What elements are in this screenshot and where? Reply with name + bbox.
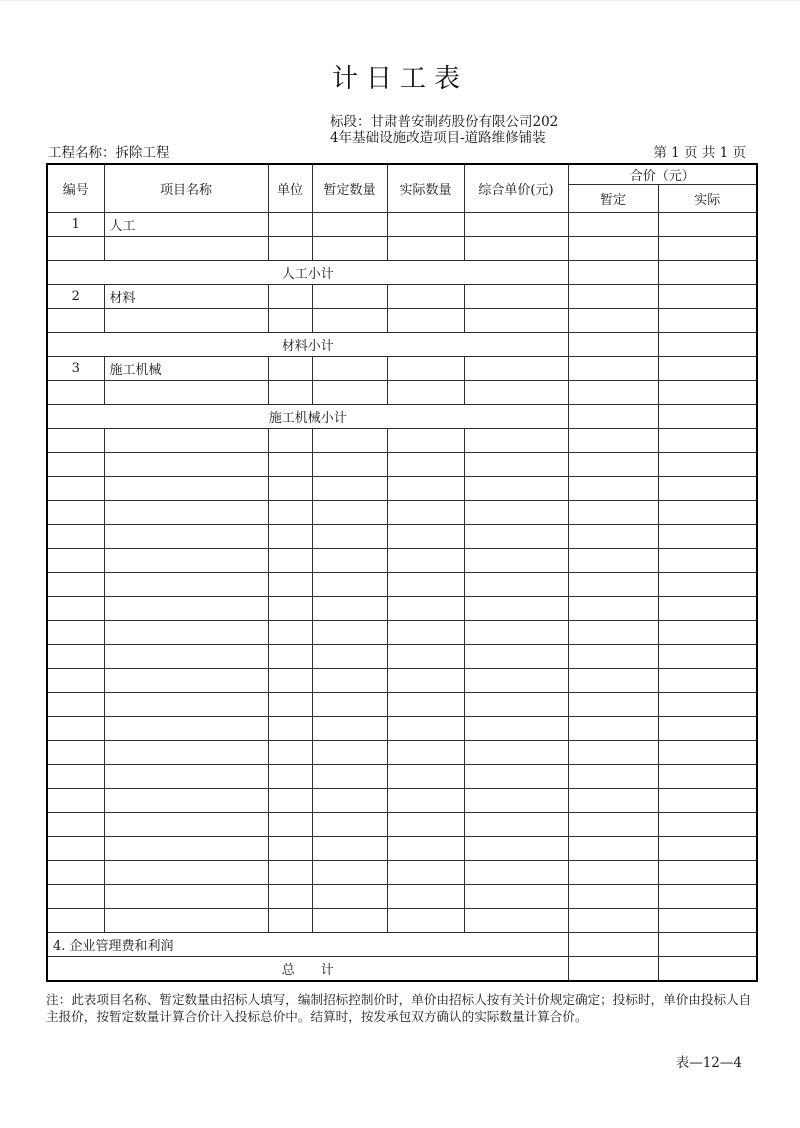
empty-cell (104, 621, 268, 645)
blank-row (47, 669, 757, 693)
empty-cell (464, 621, 568, 645)
item-number-cell: 2 (47, 285, 104, 309)
empty-cell (568, 429, 658, 453)
empty-cell (47, 501, 104, 525)
empty-cell (104, 549, 268, 573)
empty-cell (464, 357, 568, 381)
empty-cell (658, 933, 757, 957)
empty-cell (387, 549, 464, 573)
empty-cell (387, 573, 464, 597)
empty-cell (104, 813, 268, 837)
empty-cell (658, 429, 757, 453)
empty-cell (568, 261, 658, 285)
empty-cell (47, 669, 104, 693)
empty-cell (268, 453, 312, 477)
empty-cell (464, 645, 568, 669)
empty-cell (47, 597, 104, 621)
empty-cell (312, 861, 387, 885)
empty-cell (47, 909, 104, 933)
empty-cell (568, 597, 658, 621)
blank-row (47, 573, 757, 597)
empty-cell (568, 789, 658, 813)
empty-cell (387, 693, 464, 717)
empty-cell (268, 789, 312, 813)
section-machinery (47, 357, 757, 429)
empty-cell (568, 357, 658, 381)
empty-cell (658, 885, 757, 909)
empty-cell (658, 333, 757, 357)
empty-cell (464, 765, 568, 789)
empty-cell (104, 717, 268, 741)
empty-cell (658, 309, 757, 333)
empty-cell (312, 237, 387, 261)
empty-cell (568, 885, 658, 909)
empty-cell (568, 957, 658, 982)
empty-cell (387, 741, 464, 765)
empty-cell (658, 285, 757, 309)
empty-cell (658, 909, 757, 933)
empty-cell (658, 549, 757, 573)
empty-cell (104, 789, 268, 813)
blank-row (47, 645, 757, 669)
empty-cell (387, 621, 464, 645)
empty-cell (312, 429, 387, 453)
empty-cell (387, 357, 464, 381)
empty-cell (268, 501, 312, 525)
bid-section-line2: 4年基础设施改造项目-道路维修铺装 (330, 129, 546, 146)
empty-cell (312, 501, 387, 525)
empty-cell (568, 933, 658, 957)
item-name-cell: 人工 (104, 213, 268, 237)
empty-cell (268, 741, 312, 765)
empty-cell (268, 765, 312, 789)
item-number-cell: 1 (47, 213, 104, 237)
subtotal-label-cell: 人工小计 (47, 261, 568, 285)
empty-cell (658, 717, 757, 741)
empty-cell (568, 717, 658, 741)
empty-cell (568, 309, 658, 333)
subtotal-label-cell: 施工机械小计 (47, 405, 568, 429)
empty-cell (658, 645, 757, 669)
empty-cell (658, 573, 757, 597)
blank-row (47, 453, 757, 477)
empty-cell (568, 813, 658, 837)
empty-cell (387, 213, 464, 237)
empty-cell (47, 645, 104, 669)
empty-cell (312, 741, 387, 765)
blank-row (47, 765, 757, 789)
empty-cell (104, 837, 268, 861)
empty-cell (658, 669, 757, 693)
empty-cell (387, 477, 464, 501)
empty-cell (268, 549, 312, 573)
empty-cell (387, 861, 464, 885)
item-number-cell: 3 (47, 357, 104, 381)
empty-cell (568, 621, 658, 645)
section-material (47, 285, 757, 357)
empty-cell (568, 573, 658, 597)
empty-cell (387, 381, 464, 405)
empty-cell (658, 357, 757, 381)
empty-cell (312, 525, 387, 549)
blank-row (47, 837, 757, 861)
empty-cell (387, 885, 464, 909)
blank-row (47, 789, 757, 813)
col-header-total-tentative: 暂定 (568, 185, 658, 213)
blank-rows-region (47, 429, 757, 933)
blank-row (47, 381, 757, 405)
grand-total-label-cell: 总 计 (47, 957, 568, 982)
empty-cell (387, 789, 464, 813)
empty-cell (568, 549, 658, 573)
empty-cell (464, 525, 568, 549)
empty-cell (312, 837, 387, 861)
empty-cell (658, 501, 757, 525)
blank-row (47, 237, 757, 261)
empty-cell (47, 693, 104, 717)
empty-cell (47, 885, 104, 909)
form-code: 表—12—4 (675, 1055, 742, 1071)
empty-cell (387, 309, 464, 333)
empty-cell (47, 381, 104, 405)
empty-cell (387, 237, 464, 261)
empty-cell (387, 285, 464, 309)
empty-cell (387, 429, 464, 453)
empty-cell (47, 525, 104, 549)
table-header (47, 164, 757, 213)
empty-cell (312, 453, 387, 477)
col-header-total-actual: 实际 (658, 185, 757, 213)
empty-cell (387, 765, 464, 789)
empty-cell (104, 693, 268, 717)
blank-row (47, 525, 757, 549)
subtotal-label-cell: 材料小计 (47, 333, 568, 357)
empty-cell (464, 381, 568, 405)
empty-cell (47, 717, 104, 741)
empty-cell (104, 501, 268, 525)
empty-cell (658, 837, 757, 861)
col-header-unit-price: 综合单价(元) (464, 164, 568, 213)
empty-cell (658, 861, 757, 885)
empty-cell (312, 621, 387, 645)
empty-cell (268, 525, 312, 549)
daywork-table (46, 163, 758, 982)
empty-cell (312, 885, 387, 909)
empty-cell (104, 477, 268, 501)
empty-cell (104, 381, 268, 405)
empty-cell (104, 885, 268, 909)
empty-cell (568, 381, 658, 405)
col-header-actual-qty: 实际数量 (387, 164, 464, 213)
empty-cell (464, 549, 568, 573)
empty-cell (464, 813, 568, 837)
empty-cell (387, 909, 464, 933)
empty-cell (47, 429, 104, 453)
col-header-unit: 单位 (268, 164, 312, 213)
management-fee-label-cell: 4. 企业管理费和利润 (47, 933, 568, 957)
grand-total-row (47, 957, 757, 982)
blank-row (47, 717, 757, 741)
empty-cell (312, 549, 387, 573)
empty-cell (268, 477, 312, 501)
item-row (47, 213, 757, 237)
empty-cell (312, 285, 387, 309)
empty-cell (104, 765, 268, 789)
empty-cell (568, 525, 658, 549)
col-header-name: 项目名称 (104, 164, 268, 213)
empty-cell (658, 477, 757, 501)
empty-cell (387, 525, 464, 549)
empty-cell (658, 741, 757, 765)
empty-cell (47, 861, 104, 885)
subtotal-row (47, 261, 757, 285)
empty-cell (658, 453, 757, 477)
empty-cell (312, 381, 387, 405)
page-title: 计日工表 (331, 64, 468, 94)
empty-cell (658, 237, 757, 261)
empty-cell (268, 861, 312, 885)
empty-cell (268, 573, 312, 597)
empty-cell (464, 237, 568, 261)
empty-cell (47, 477, 104, 501)
empty-cell (464, 861, 568, 885)
empty-cell (104, 645, 268, 669)
empty-cell (104, 861, 268, 885)
empty-cell (268, 213, 312, 237)
empty-cell (658, 621, 757, 645)
empty-cell (658, 213, 757, 237)
empty-cell (268, 597, 312, 621)
header-row-top (47, 164, 757, 185)
empty-cell (312, 309, 387, 333)
blank-row (47, 885, 757, 909)
page-indicator: 第 1 页 共 1 页 (653, 145, 746, 161)
empty-cell (312, 573, 387, 597)
section-labor (47, 213, 757, 285)
item-row (47, 285, 757, 309)
empty-cell (387, 501, 464, 525)
empty-cell (658, 813, 757, 837)
empty-cell (268, 621, 312, 645)
empty-cell (658, 765, 757, 789)
empty-cell (658, 957, 757, 982)
empty-cell (658, 261, 757, 285)
footer-rows (47, 933, 757, 982)
empty-cell (47, 621, 104, 645)
empty-cell (268, 285, 312, 309)
empty-cell (268, 837, 312, 861)
blank-row (47, 909, 757, 933)
empty-cell (464, 669, 568, 693)
empty-cell (268, 645, 312, 669)
empty-cell (104, 573, 268, 597)
empty-cell (568, 765, 658, 789)
bid-section-line1: 标段：甘肃普安制药股份有限公司202 (330, 114, 559, 130)
empty-cell (312, 213, 387, 237)
empty-cell (312, 669, 387, 693)
empty-cell (464, 309, 568, 333)
empty-cell (568, 909, 658, 933)
empty-cell (47, 765, 104, 789)
empty-cell (268, 813, 312, 837)
empty-cell (312, 813, 387, 837)
empty-cell (568, 237, 658, 261)
empty-cell (464, 453, 568, 477)
empty-cell (568, 453, 658, 477)
empty-cell (568, 501, 658, 525)
empty-cell (464, 909, 568, 933)
empty-cell (464, 477, 568, 501)
empty-cell (104, 453, 268, 477)
empty-cell (464, 501, 568, 525)
empty-cell (312, 909, 387, 933)
empty-cell (568, 645, 658, 669)
blank-row (47, 477, 757, 501)
empty-cell (47, 549, 104, 573)
blank-row (47, 861, 757, 885)
empty-cell (47, 741, 104, 765)
empty-cell (268, 669, 312, 693)
empty-cell (268, 357, 312, 381)
management-fee-row (47, 933, 757, 957)
empty-cell (464, 597, 568, 621)
empty-cell (568, 837, 658, 861)
empty-cell (104, 525, 268, 549)
blank-row (47, 501, 757, 525)
empty-cell (464, 285, 568, 309)
empty-cell (104, 669, 268, 693)
empty-cell (268, 381, 312, 405)
blank-row (47, 309, 757, 333)
empty-cell (658, 693, 757, 717)
empty-cell (312, 693, 387, 717)
footnote: 注：此表项目名称、暂定数量由招标人填写，编制招标控制价时，单价由招标人按有关计价规定确定；投标时，单价由投标人自主报价，按暂定数量计算合价计入投标总价中。结算时，按发承包双方确认的实际数量计算合价。 (46, 992, 752, 1024)
col-header-number: 编号 (47, 164, 104, 213)
empty-cell (104, 597, 268, 621)
blank-row (47, 693, 757, 717)
blank-row (47, 549, 757, 573)
empty-cell (312, 717, 387, 741)
empty-cell (268, 885, 312, 909)
blank-row (47, 741, 757, 765)
empty-cell (568, 285, 658, 309)
empty-cell (268, 429, 312, 453)
empty-cell (658, 789, 757, 813)
empty-cell (47, 789, 104, 813)
subtotal-row (47, 405, 757, 429)
empty-cell (658, 381, 757, 405)
empty-cell (464, 741, 568, 765)
empty-cell (312, 357, 387, 381)
empty-cell (464, 213, 568, 237)
empty-cell (104, 309, 268, 333)
empty-cell (268, 693, 312, 717)
empty-cell (387, 813, 464, 837)
empty-cell (464, 789, 568, 813)
blank-row (47, 813, 757, 837)
empty-cell (464, 837, 568, 861)
empty-cell (104, 909, 268, 933)
empty-cell (658, 525, 757, 549)
item-row (47, 357, 757, 381)
empty-cell (268, 237, 312, 261)
empty-cell (464, 429, 568, 453)
empty-cell (268, 717, 312, 741)
empty-cell (47, 309, 104, 333)
empty-cell (47, 453, 104, 477)
empty-cell (568, 213, 658, 237)
empty-cell (464, 717, 568, 741)
empty-cell (387, 717, 464, 741)
empty-cell (464, 573, 568, 597)
empty-cell (658, 597, 757, 621)
empty-cell (47, 237, 104, 261)
empty-cell (312, 597, 387, 621)
empty-cell (47, 813, 104, 837)
item-name-cell: 材料 (104, 285, 268, 309)
empty-cell (464, 885, 568, 909)
project-name-label: 工程名称：拆除工程 (48, 145, 170, 161)
empty-cell (568, 405, 658, 429)
empty-cell (568, 477, 658, 501)
empty-cell (568, 669, 658, 693)
empty-cell (312, 477, 387, 501)
blank-row (47, 597, 757, 621)
empty-cell (568, 333, 658, 357)
empty-cell (47, 573, 104, 597)
bid-section-block (330, 115, 558, 146)
col-header-tentative-qty: 暂定数量 (312, 164, 387, 213)
empty-cell (268, 309, 312, 333)
empty-cell (568, 741, 658, 765)
empty-cell (104, 741, 268, 765)
empty-cell (387, 453, 464, 477)
empty-cell (312, 765, 387, 789)
blank-row (47, 621, 757, 645)
empty-cell (387, 837, 464, 861)
item-name-cell: 施工机械 (104, 357, 268, 381)
empty-cell (387, 669, 464, 693)
empty-cell (658, 405, 757, 429)
empty-cell (47, 837, 104, 861)
empty-cell (104, 237, 268, 261)
empty-cell (568, 693, 658, 717)
blank-row (47, 429, 757, 453)
empty-cell (268, 909, 312, 933)
empty-cell (464, 693, 568, 717)
empty-cell (387, 645, 464, 669)
empty-cell (387, 597, 464, 621)
empty-cell (568, 861, 658, 885)
subtotal-row (47, 333, 757, 357)
empty-cell (104, 429, 268, 453)
empty-cell (312, 645, 387, 669)
col-header-total: 合价（元） (568, 164, 757, 185)
empty-cell (312, 789, 387, 813)
